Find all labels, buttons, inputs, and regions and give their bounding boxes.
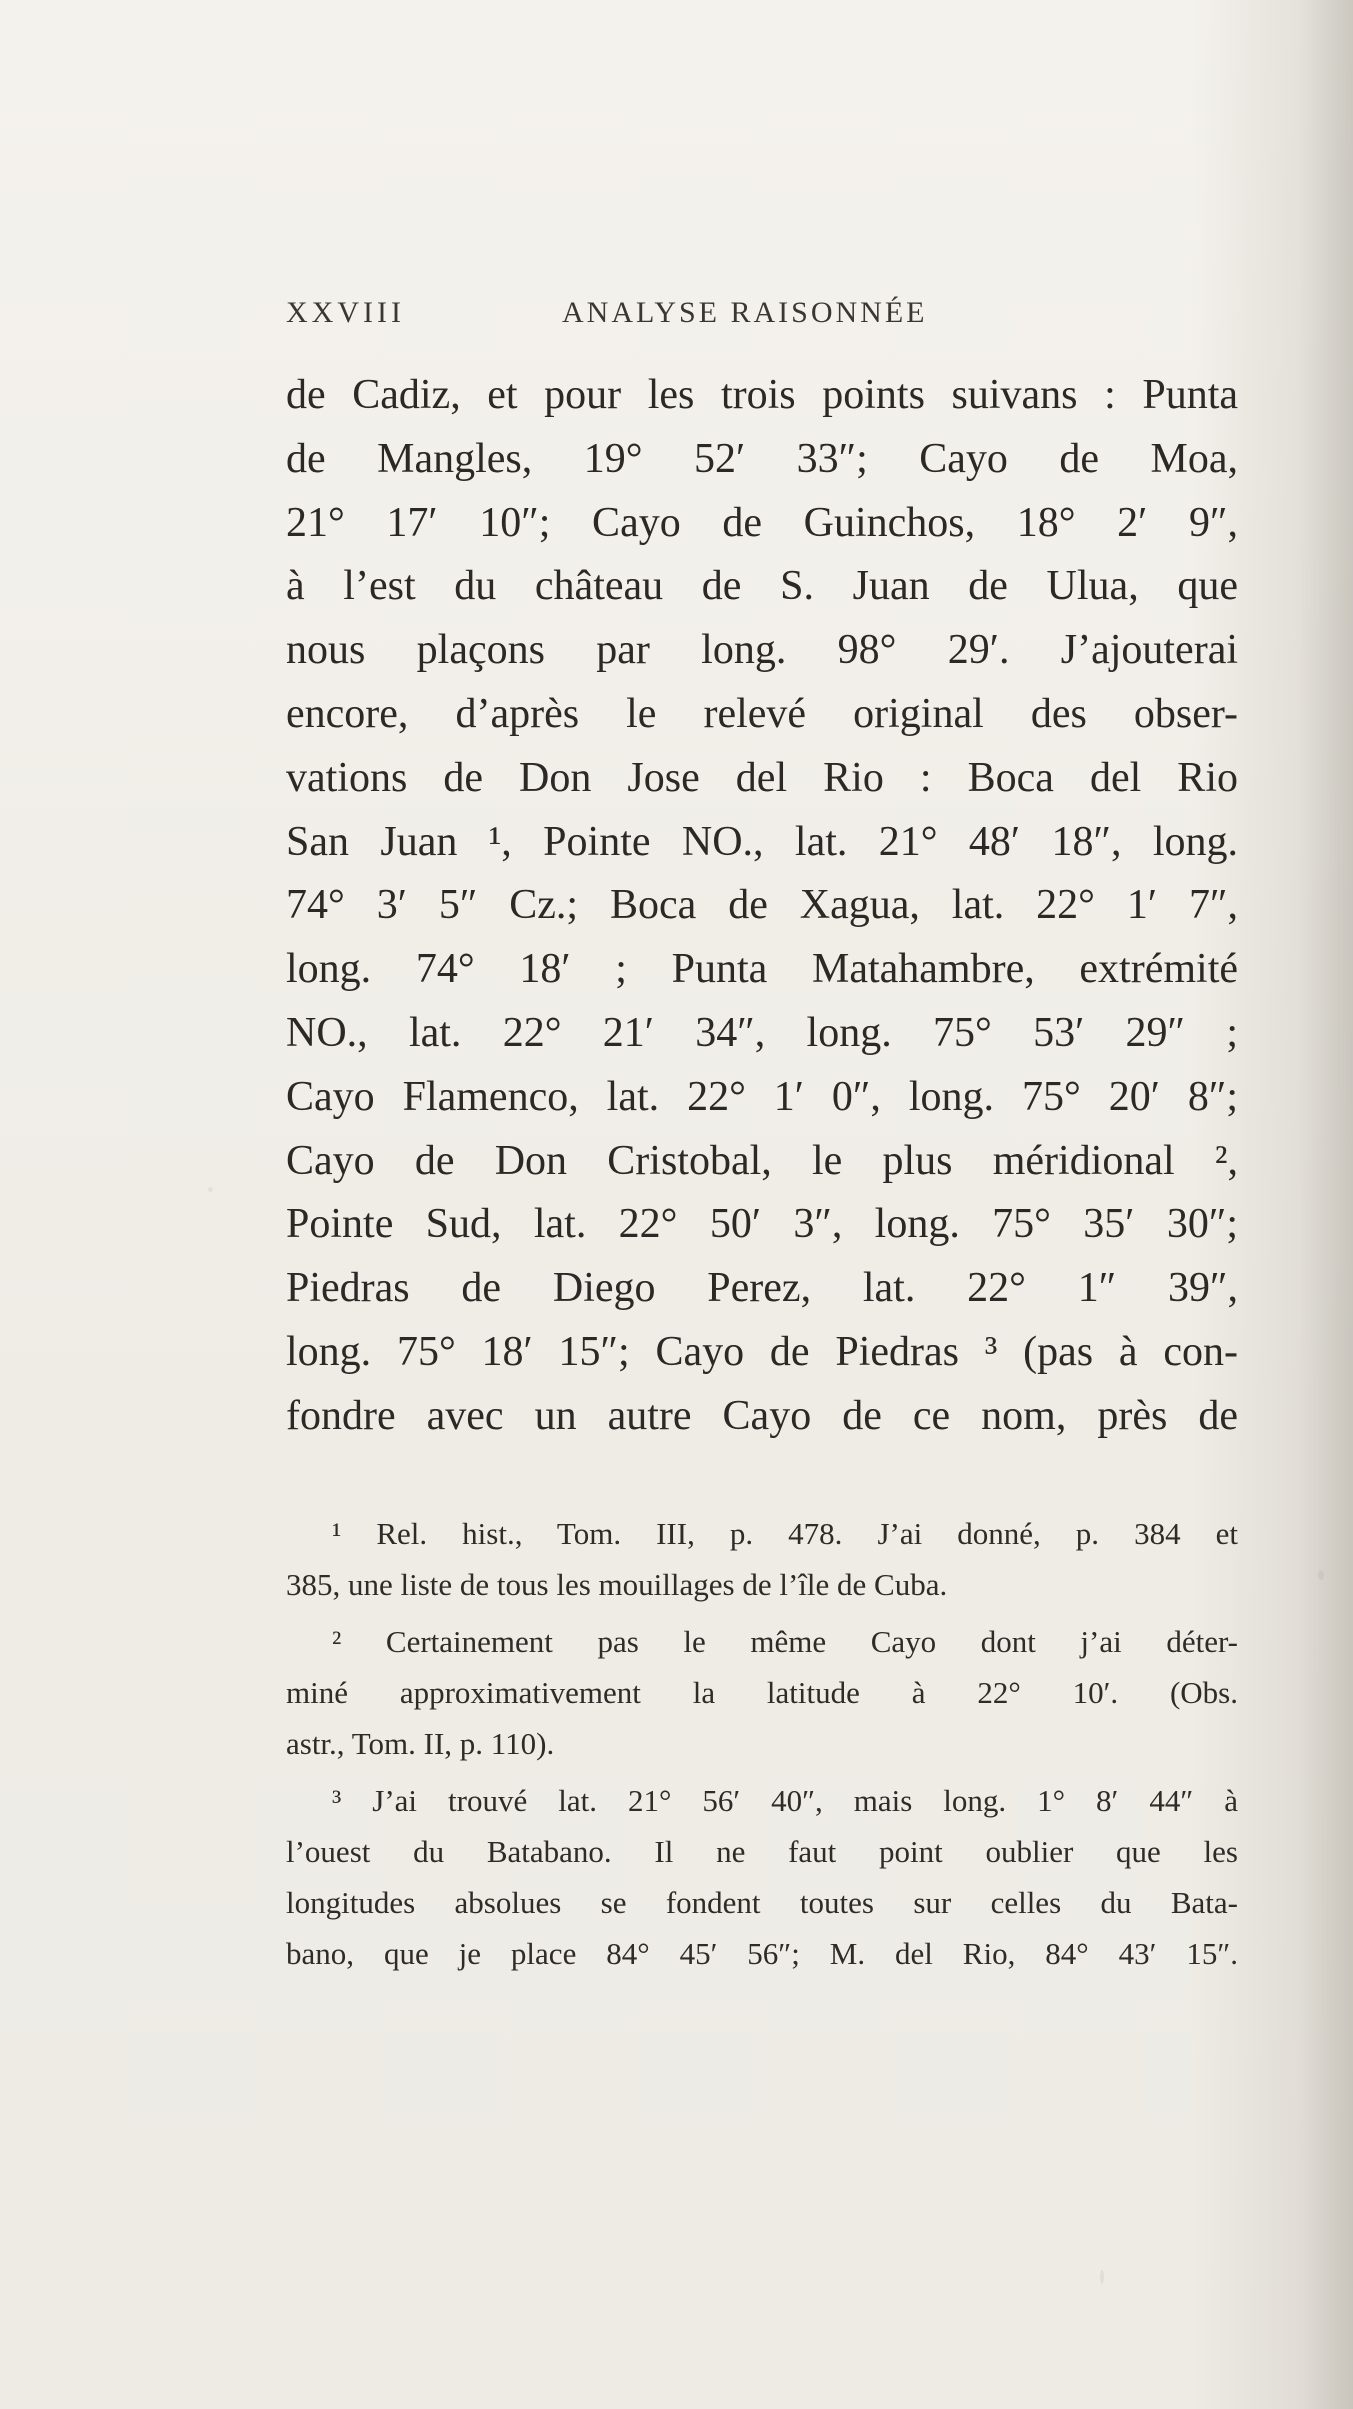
text-line: fondre avec un autre Cayo de ce nom, près de [286, 1392, 1238, 1439]
text-line: nous plaçons par long. 98° 29′. J’ajouterai [286, 627, 1238, 674]
text-line: à l’est du château de S. Juan de Ulua, que [286, 563, 1238, 610]
text-line: vations de Don Jose del Rio : Boca del Rio [286, 754, 1238, 801]
footnote-2-line: miné approximativement la latitude à 22° 10′. (Obs. [286, 1675, 1238, 1710]
paper-stain [208, 1187, 213, 1192]
footnote-3-line: ³ J’ai trouvé lat. 21° 56′ 40″, mais long. 1° 8′ 44″ à [332, 1783, 1238, 1818]
text-line: long. 74° 18′ ; Punta Matahambre, extrémité [286, 946, 1238, 993]
text-line: de Mangles, 19° 52′ 33″; Cayo de Moa, [286, 435, 1238, 482]
text-line: NO., lat. 22° 21′ 34″, long. 75° 53′ 29″ ; [286, 1009, 1238, 1056]
footnote-3-line: longitudes absolues se fondent toutes sur celles du Bata- [286, 1885, 1238, 1920]
footnote-1-line: 385, une liste de tous les mouillages de l’île de Cuba. [286, 1567, 948, 1602]
running-header [286, 290, 1238, 340]
text-line: Cayo de Don Cristobal, le plus méridional ², [286, 1137, 1238, 1184]
footnote-2-line: astr., Tom. II, p. 110). [286, 1726, 555, 1761]
footnote-3-line: l’ouest du Batabano. Il ne faut point oublier que les [286, 1834, 1238, 1869]
text-line: 21° 17′ 10″; Cayo de Guinchos, 18° 2′ 9″, [286, 499, 1238, 546]
text-line: Piedras de Diego Perez, lat. 22° 1″ 39″, [286, 1265, 1238, 1312]
running-title: ANALYSE RAISONNÉE [562, 296, 928, 329]
text-line: de Cadiz, et pour les trois points suivans : Punta [286, 372, 1238, 418]
text-line: long. 75° 18′ 15″; Cayo de Piedras ³ (pas à con- [286, 1328, 1238, 1375]
footnote-2-line: ² Certainement pas le même Cayo dont j’ai déter- [332, 1624, 1238, 1659]
text-line: San Juan ¹, Pointe NO., lat. 21° 48′ 18″, long. [286, 818, 1238, 865]
paper-stain [1100, 2270, 1104, 2284]
text-line: Cayo Flamenco, lat. 22° 1′ 0″, long. 75° 20′ 8″; [286, 1073, 1238, 1120]
text-line: 74° 3′ 5″ Cz.; Boca de Xagua, lat. 22° 1′ 7″, [286, 882, 1238, 929]
main-text [286, 364, 1238, 1449]
text-line: Pointe Sud, lat. 22° 50′ 3″, long. 75° 35′ 30″; [286, 1201, 1238, 1248]
page-number: XXVIII [286, 296, 405, 329]
footnotes [286, 1508, 1238, 1979]
footnote-1-line: ¹ Rel. hist., Tom. III, p. 478. J’ai donné, p. 384 et [332, 1516, 1238, 1551]
paper-stain [1318, 1570, 1324, 1580]
text-line: encore, d’après le relevé original des obser- [286, 690, 1238, 737]
footnote-3-line: bano, que je place 84° 45′ 56″; M. del Rio, 84° 43′ 15″. [286, 1936, 1238, 1971]
